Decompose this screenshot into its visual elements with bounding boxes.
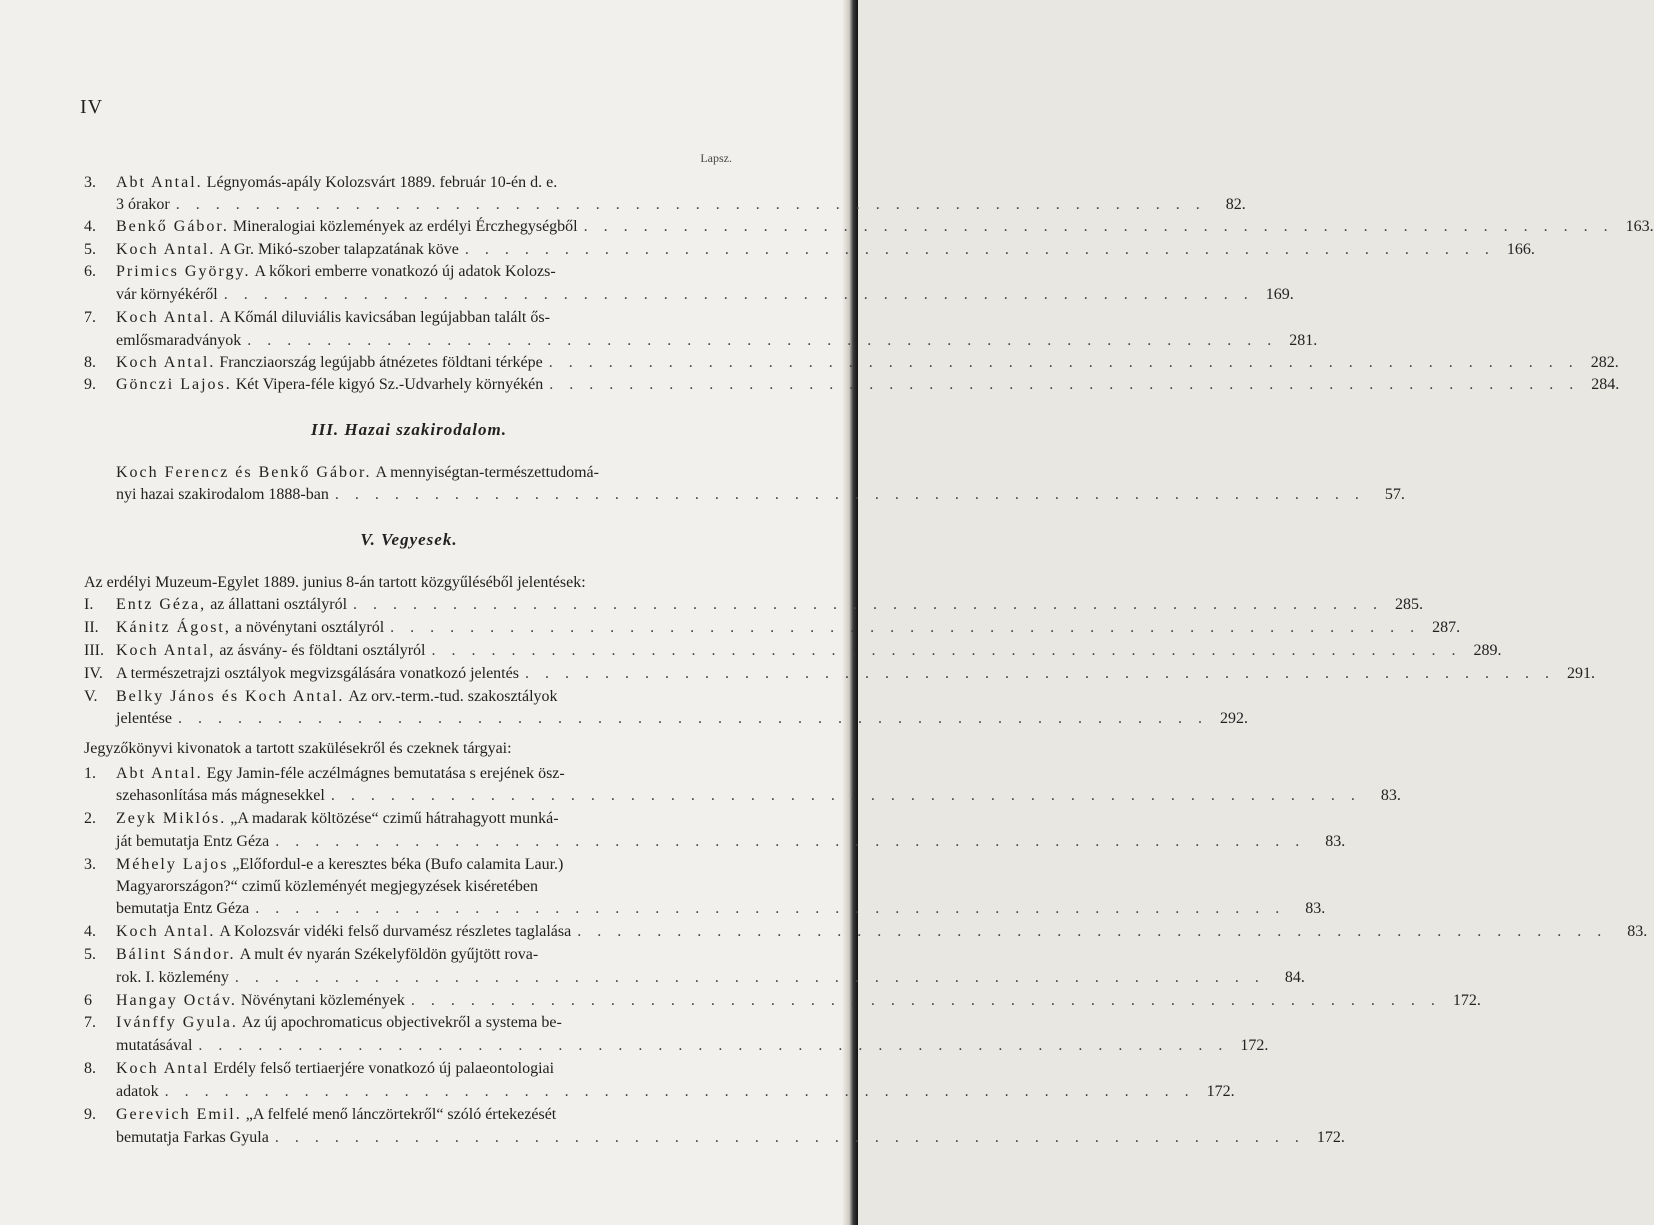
entry-5 (84, 239, 1535, 261)
entry-4 (84, 216, 1654, 238)
leader-dots (584, 216, 1614, 238)
leader-dots (178, 708, 1208, 730)
entry-author: Benkő Gábor. (116, 218, 229, 235)
report-v-cont (84, 708, 1248, 730)
entry-3-cont (84, 194, 1246, 216)
entry-page: 172. (1240, 1037, 1269, 1054)
section-heading-iii: III. Hazai szakirodalom. (311, 420, 507, 439)
entry-author: Hangay Octáv. (116, 992, 237, 1009)
entry-page: 284. (1591, 376, 1620, 393)
entry-author: Koch Antal. (116, 241, 216, 258)
minute-3 (84, 854, 734, 876)
leader-dots (525, 663, 1555, 685)
minute-5 (84, 944, 734, 966)
reports-intro (84, 572, 734, 594)
entry-8 (84, 352, 1619, 374)
entry-number: 7. (84, 309, 96, 326)
minute-3-cont (84, 876, 734, 898)
minute-7-cont (84, 1035, 1269, 1057)
leader-dots (549, 352, 1579, 374)
leader-dots (335, 484, 1365, 506)
minute-4 (84, 921, 1648, 943)
entry-title-cont: rok. I. közlemény (116, 969, 229, 986)
entry-number: 5. (84, 241, 96, 258)
entry-number: 9. (84, 376, 96, 393)
entry-title-cont: bemutatja Farkas Gyula (116, 1129, 269, 1146)
entry-number: III. (84, 642, 104, 659)
intro-text: Az erdélyi Muzeum-Egylet 1889. junius 8-án tartott közgyűléséből jelentések: (84, 574, 586, 591)
entry-number: II. (84, 619, 99, 636)
minute-1 (84, 763, 734, 785)
entry-title: A mennyiségtan-természettudomá- (375, 464, 599, 481)
report-ii (84, 617, 1461, 639)
leader-dots (165, 1081, 1195, 1103)
entry-page: 282. (1590, 354, 1619, 371)
entry-page: 289. (1473, 642, 1502, 659)
minute-2 (84, 808, 734, 830)
entry-page: 281. (1289, 332, 1318, 349)
entry-title: A Gr. Mikó-szober talapzatának köve (219, 241, 459, 258)
entry-9 (84, 374, 1620, 396)
entry-author: Koch Antal, (116, 642, 216, 659)
entry-title: A Kolozsvár vidéki felső durvamész részletes taglalása (219, 923, 572, 940)
section-heading-v: V. Vegyesek. (360, 530, 458, 549)
entry-number: 5. (84, 946, 96, 963)
report-iii (84, 640, 1502, 662)
entry-page: 172. (1206, 1083, 1235, 1100)
entry-number: 1. (84, 765, 96, 782)
entry-number: 4. (84, 923, 96, 940)
minutes-intro (84, 738, 734, 760)
entry-author: Koch Ferencz és Benkő Gábor. (116, 464, 372, 481)
entry-title-cont: szehasonlítása más mágnesekkel (116, 787, 325, 804)
leader-dots (577, 921, 1607, 943)
entry-title: „Előfordul-e a keresztes béka (Bufo calamita Laur.) (232, 856, 564, 873)
entry-page: 84. (1284, 969, 1305, 986)
entry-author: Abt Antal. (116, 174, 203, 191)
entry-number: 2. (84, 810, 96, 827)
entry-number: 3. (84, 174, 96, 191)
minute-8 (84, 1058, 734, 1080)
entry-page: 291. (1566, 665, 1595, 682)
entry-author: Koch Antal. (116, 923, 216, 940)
entry-title: Az új apochromaticus objectivekről a systema be- (241, 1014, 562, 1031)
minute-9-cont (84, 1127, 1345, 1149)
minute-6 (84, 990, 1481, 1012)
column-header: Lapsz. (700, 151, 732, 165)
entry-title-cont: Magyarországon?“ czimű közleményét megjegyzések kiséretében (116, 878, 539, 895)
minute-1-cont (84, 785, 1401, 807)
entry-page: 169. (1265, 286, 1294, 303)
leader-dots (275, 1127, 1305, 1149)
entry-title: az állattani osztályról (210, 596, 348, 613)
entry-author: Primics György. (116, 263, 251, 280)
entry-7 (84, 307, 734, 329)
leader-dots (549, 374, 1579, 396)
entry-title: A kőkori emberre vonatkozó új adatok Kolozs- (254, 263, 556, 280)
entry-title: A mult év nyarán Székelyföldön gyűjtött rova- (239, 946, 539, 963)
entry-author: Gerevich Emil. (116, 1106, 242, 1123)
entry-page: 57. (1384, 486, 1405, 503)
entry-iii (116, 462, 734, 484)
entry-6-cont (84, 284, 1294, 306)
entry-title: Két Vipera-féle kigyó Sz.-Udvarhely környékén (235, 376, 544, 393)
entry-number: 6. (84, 263, 96, 280)
entry-title-cont: ját bemutatja Entz Géza (116, 833, 270, 850)
entry-page: 83. (1325, 833, 1346, 850)
leader-dots (176, 194, 1206, 216)
entry-number: 8. (84, 1060, 96, 1077)
entry-number: 9. (84, 1106, 96, 1123)
leader-dots (465, 239, 1495, 261)
entry-title-cont: adatok (116, 1083, 159, 1100)
entry-number: 3. (84, 856, 96, 873)
entry-author: Bálint Sándor. (116, 946, 236, 963)
minute-2-cont (84, 831, 1346, 853)
entry-number: V. (84, 688, 98, 705)
entry-title-cont: 3 órakor (116, 196, 170, 213)
minute-9 (84, 1104, 734, 1126)
entry-title: „A madarak költözése“ czimű hátrahagyott munká- (230, 810, 559, 827)
entry-author: Gönczi Lajos. (116, 376, 232, 393)
leader-dots (431, 640, 1461, 662)
report-iv (84, 663, 1595, 685)
leader-dots (353, 594, 1383, 616)
entry-author: Ivánffy Gyula. (116, 1014, 238, 1031)
minute-3-cont2 (84, 898, 1326, 920)
report-v (84, 686, 734, 708)
entry-page: 83. (1627, 923, 1648, 940)
entry-number: 6 (84, 992, 92, 1009)
entry-number: I. (84, 596, 94, 613)
entry-number: 7. (84, 1014, 96, 1031)
entry-page: 166. (1506, 241, 1535, 258)
entry-page: 285. (1395, 596, 1424, 613)
entry-title-cont: emlősmaradványok (116, 332, 242, 349)
leader-dots (235, 967, 1265, 989)
entry-author: Zeyk Miklós. (116, 810, 227, 827)
leader-dots (247, 330, 1277, 352)
entry-title: Egy Jamin-féle aczélmágnes bemutatása s erejének ösz- (206, 765, 565, 782)
entry-title-cont: vár környékéről (116, 286, 218, 303)
entry-author: Entz Géza, (116, 596, 207, 613)
entry-title: Az orv.-term.-tud. szakosztályok (348, 688, 558, 705)
entry-7-cont (84, 330, 1318, 352)
entry-title: A természetrajzi osztályok megvizsgálására vonatkozó jelentés (116, 665, 519, 682)
report-i (84, 594, 1424, 616)
entry-title: Növénytani közlemények (240, 992, 405, 1009)
leader-dots (331, 785, 1361, 807)
entry-author: Abt Antal. (116, 765, 203, 782)
minute-5-cont (84, 967, 1305, 989)
leader-dots (198, 1035, 1228, 1057)
entry-number: IV. (84, 665, 103, 682)
page-number: IV (80, 96, 104, 118)
entry-page: 172. (1316, 1129, 1345, 1146)
leader-dots (411, 990, 1441, 1012)
leader-dots (275, 831, 1305, 853)
entry-6 (84, 261, 734, 283)
entry-page: 292. (1219, 710, 1248, 727)
entry-author: Koch Antal. (116, 354, 216, 371)
entry-number: 4. (84, 218, 96, 235)
entry-title-cont: mutatásával (116, 1037, 193, 1054)
leader-dots (390, 617, 1420, 639)
entry-author: Belky János és Koch Antal. (116, 688, 345, 705)
entry-3 (84, 172, 734, 194)
entry-author: Kánitz Ágost, (116, 619, 231, 636)
entry-title-cont: jelentése (116, 710, 172, 727)
entry-title: „A felfelé menő lánczörtekről“ szóló értekezését (245, 1106, 557, 1123)
entry-title: Francziaország legújabb átnézetes földtani térképe (219, 354, 543, 371)
entry-title: Mineralogiai közlemények az erdélyi Érczhegységből (232, 218, 578, 235)
entry-iii-cont (84, 484, 1405, 506)
entry-title: Erdély felső tertiaerjére vonatkozó új palaeontologiai (213, 1060, 555, 1077)
minute-8-cont (84, 1081, 1235, 1103)
entry-title-cont: bemutatja Entz Géza (116, 900, 250, 917)
intro-text: Jegyzőkönyvi kivonatok a tartott szakülésekről és czeknek tárgyai: (84, 740, 512, 757)
entry-page: 83. (1380, 787, 1401, 804)
entry-page: 163. (1625, 218, 1654, 235)
entry-page: 82. (1225, 196, 1246, 213)
entry-title-cont: nyi hazai szakirodalom 1888-ban (116, 486, 329, 503)
leader-dots (255, 898, 1285, 920)
entry-title: Légnyomás-apály Kolozsvárt 1889. február 10-én d. e. (206, 174, 558, 191)
entry-title: az ásvány- és földtani osztályról (219, 642, 426, 659)
entry-page: 287. (1432, 619, 1461, 636)
entry-title: A Kőmál diluviális kavicsában legújabban talált ős- (219, 309, 550, 326)
entry-author: Koch Antal. (116, 309, 216, 326)
entry-author: Méhely Lajos (116, 856, 229, 873)
entry-number: 8. (84, 354, 96, 371)
entry-title: a növénytani osztályról (234, 619, 385, 636)
entry-page: 172. (1452, 992, 1481, 1009)
minute-7 (84, 1012, 734, 1034)
leader-dots (224, 284, 1254, 306)
entry-author: Koch Antal (116, 1060, 210, 1077)
entry-page: 83. (1305, 900, 1326, 917)
